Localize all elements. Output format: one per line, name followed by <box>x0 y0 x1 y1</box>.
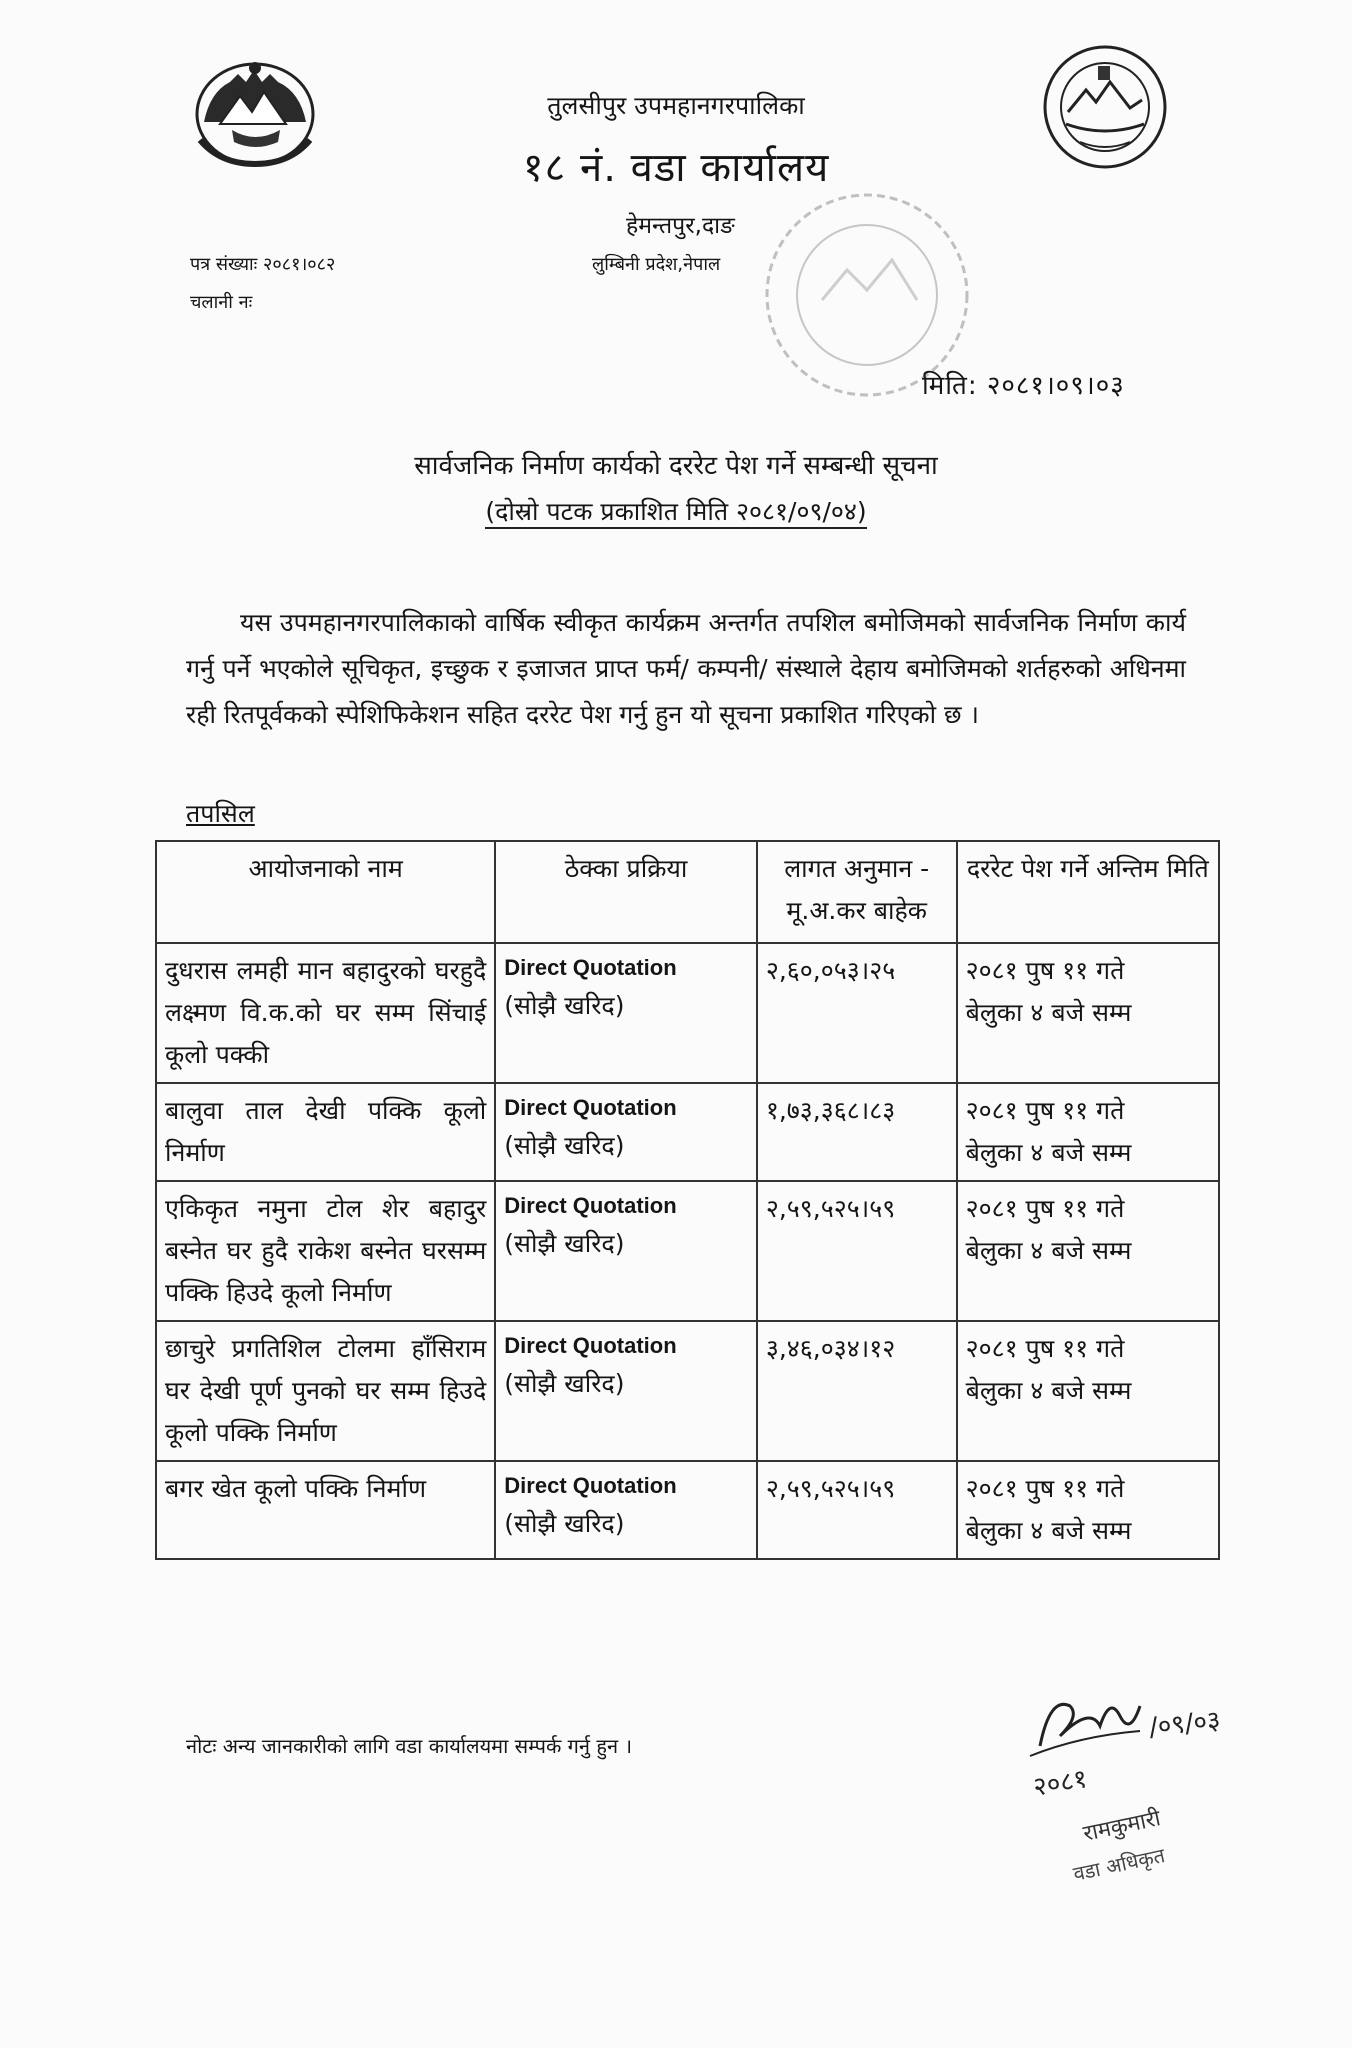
project-name: बगर खेत कूलो पक्कि निर्माण <box>156 1461 495 1559</box>
project-name: एकिकृत नमुना टोल शेर बहादुर बस्नेत घर हुदै राकेश बस्नेत घरसम्म पक्कि हिउदे कूलो निर्माण <box>156 1181 495 1321</box>
table-row <box>156 1321 1219 1461</box>
procurement-method-nepali: (सोझै खरिद) <box>504 1229 625 1258</box>
cost-estimate: २,५९,५२५।५९ <box>757 1461 957 1559</box>
schedule-label: तपसिल <box>186 799 255 828</box>
deadline-time: बेलुका ४ बजे सम्म <box>965 1236 1132 1265</box>
table-row <box>156 1181 1219 1321</box>
dispatch-number: चलानी नः <box>190 292 253 313</box>
ward-office-name: १८ नं. वडा कार्यालय <box>522 145 830 191</box>
works-table <box>155 840 1220 1560</box>
deadline-cell <box>957 943 1219 1083</box>
header-procurement: ठेक्का प्रक्रिया <box>495 841 757 943</box>
municipality-name: तुलसीपुर उपमहानगरपालिका <box>547 91 805 120</box>
procurement-cell <box>495 1181 757 1321</box>
procurement-method: Direct Quotation <box>504 1333 677 1358</box>
procurement-method: Direct Quotation <box>504 955 677 980</box>
procurement-method: Direct Quotation <box>504 1473 677 1498</box>
handwritten-signature <box>1020 1676 1340 1896</box>
procurement-method-nepali: (सोझै खरिद) <box>504 1131 625 1160</box>
procurement-method-nepali: (सोझै खरिद) <box>504 1369 625 1398</box>
procurement-method: Direct Quotation <box>504 1095 677 1120</box>
office-province: लुम्बिनी प्रदेश,नेपाल <box>592 254 721 275</box>
notice-subtitle-text: (दोस्रो पटक प्रकाशित मिति २०८१/०९/०४) <box>485 497 866 529</box>
header-estimate: लागत अनुमान - मू.अ.कर बाहेक <box>757 841 957 943</box>
project-name: छाचुरे प्रगतिशिल टोलमा हाँसिराम घर देखी पूर्ण पुनको घर सम्म हिउदे कूलो पक्कि निर्माण <box>156 1321 495 1461</box>
project-name: दुधरास लमही मान बहादुरको घरहुदै लक्ष्मण वि.क.को घर सम्म सिंचाई कूलो पक्की <box>156 943 495 1083</box>
procurement-method-nepali: (सोझै खरिद) <box>504 991 625 1020</box>
notice-title: सार्वजनिक निर्माण कार्यको दररेट पेश गर्ने सम्बन्धी सूचना <box>414 451 938 481</box>
table-header-row <box>156 841 1219 943</box>
procurement-cell <box>495 1321 757 1461</box>
deadline-date: २०८१ पुष ११ गते <box>965 1474 1125 1503</box>
deadline-cell <box>957 1321 1219 1461</box>
cost-estimate: २,६०,०५३।२५ <box>757 943 957 1083</box>
deadline-cell <box>957 1083 1219 1181</box>
header-project-name: आयोजनाको नाम <box>156 841 495 943</box>
cost-estimate: १,७३,३६८।८३ <box>757 1083 957 1181</box>
header-deadline: दररेट पेश गर्ने अन्तिम मिति <box>957 841 1219 943</box>
cost-estimate: २,५९,५२५।५९ <box>757 1181 957 1321</box>
procurement-cell <box>495 943 757 1083</box>
svg-text:वडा अधिकृत: वडा अधिकृत <box>1071 1843 1167 1886</box>
deadline-date: २०८१ पुष ११ गते <box>965 1096 1125 1125</box>
deadline-date: २०८१ पुष ११ गते <box>965 1334 1125 1363</box>
svg-text:२०८१: २०८१ <box>1031 1763 1090 1803</box>
deadline-date: २०८१ पुष ११ गते <box>965 1194 1125 1223</box>
deadline-time: बेलुका ४ बजे सम्म <box>965 998 1132 1027</box>
cost-estimate: ३,४६,०३४।१२ <box>757 1321 957 1461</box>
table-row <box>156 943 1219 1083</box>
notice-subtitle <box>0 494 1352 528</box>
svg-text:/०९/०३: /०९/०३ <box>1147 1705 1222 1743</box>
notice-body: यस उपमहानगरपालिकाको वार्षिक स्वीकृत कार्यक्रम अन्तर्गत तपशिल बमोजिमको सार्वजनिक निर्माण कार्य गर्नु पर्ने भएकोले सूचिकृत, इच्छुक र इजाजत प्राप्त फर्म/ कम्पनी/ संस्थाले देहाय बमोजिमको शर्तहरुको अधिनमा रही रितपूर्वकको स्पेशिफिकेशन सहित दररेट पेश गर्नु हुन यो सूचना प्रकाशित गरिएको छ । <box>186 608 1186 729</box>
svg-text:रामकुमारी: रामकुमारी <box>1081 1806 1163 1847</box>
procurement-method: Direct Quotation <box>504 1193 677 1218</box>
deadline-time: बेलुका ४ बजे सम्म <box>965 1138 1132 1167</box>
deadline-time: बेलुका ४ बजे सम्म <box>965 1516 1132 1545</box>
table-row <box>156 1083 1219 1181</box>
footer-note: नोटः अन्य जानकारीको लागि वडा कार्यालयमा सम्पर्क गर्नु हुन । <box>186 1734 633 1758</box>
deadline-cell <box>957 1461 1219 1559</box>
table-row <box>156 1461 1219 1559</box>
deadline-date: २०८१ पुष ११ गते <box>965 956 1125 985</box>
project-name: बालुवा ताल देखी पक्कि कूलो निर्माण <box>156 1083 495 1181</box>
letter-number: पत्र संख्याः २०८१।०८२ <box>190 254 336 275</box>
deadline-time: बेलुका ४ बजे सम्म <box>965 1376 1132 1405</box>
procurement-cell <box>495 1083 757 1181</box>
procurement-method-nepali: (सोझै खरिद) <box>504 1509 625 1538</box>
deadline-cell <box>957 1181 1219 1321</box>
office-address: हेमन्तपुर,दाङ <box>626 213 735 239</box>
document-date: मिति: २०८१।०९।०३ <box>922 371 1125 401</box>
procurement-cell <box>495 1461 757 1559</box>
